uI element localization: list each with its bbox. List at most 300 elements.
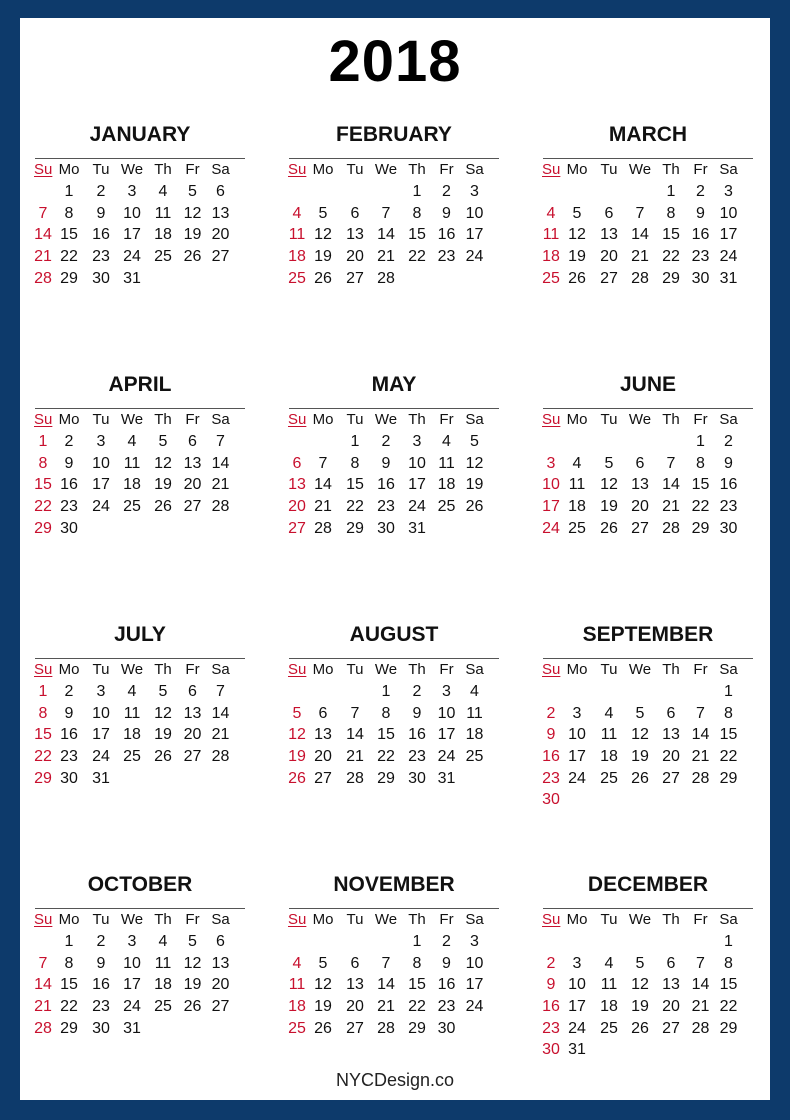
day-cell: 10 [123,954,141,972]
day-cell: 19 [631,748,649,766]
weekday-header: Mo [312,161,334,178]
weekday-header: Fr [693,411,708,428]
weekday-header: Th [154,411,172,428]
day-cell: 31 [568,1041,586,1059]
day-cell: 22 [662,248,680,266]
weekday-header: Mo [58,411,80,428]
day-cell: 10 [92,704,110,722]
day-cell: 24 [92,498,110,516]
day-cell: 28 [631,269,649,287]
day-cell: 23 [60,748,78,766]
empty-day-cell [594,431,624,453]
day-cell: 27 [631,519,649,537]
day-cell: 12 [631,976,649,994]
day-cell: 21 [691,748,710,766]
day-cell: 10 [92,454,110,472]
weekday-header: We [628,161,652,178]
day-cell: 21 [377,248,395,266]
day-cell: 26 [314,269,332,287]
day-cell: 8 [724,954,733,972]
weekday-header: Fr [439,661,454,678]
day-cell: 12 [154,454,172,472]
day-cell: 28 [211,498,230,516]
day-cell: 9 [96,954,106,972]
empty-day-cell [340,181,370,203]
day-cell: 2 [64,433,74,450]
day-cell: 18 [123,476,141,494]
day-cell: 14 [631,226,649,244]
day-cell: 4 [604,704,614,722]
day-cell: 16 [60,476,78,494]
weekday-header: Su [288,161,307,178]
day-cell: 14 [662,476,680,494]
day-cell: 29 [408,1019,426,1037]
day-cell: 8 [38,704,48,722]
day-cell: 23 [60,498,78,516]
month-day-grid [288,909,499,1039]
day-cell: 29 [346,519,364,537]
day-cell: 5 [635,954,645,972]
day-cell: 4 [546,204,556,222]
day-cell: 7 [635,204,645,222]
day-cell: 12 [465,454,484,472]
day-cell: 16 [542,748,560,766]
day-cell: 13 [211,204,230,222]
weekday-header: Th [662,161,680,178]
day-cell: 31 [437,769,456,787]
day-cell: 25 [123,748,141,766]
weekday-header: Sa [719,411,738,428]
day-cell: 2 [96,933,106,950]
day-cell: 11 [568,476,586,494]
day-cell: 1 [412,933,422,950]
empty-day-cell [288,181,306,203]
weekday-header: Th [408,911,426,928]
month-name: DECEMBER [587,873,709,896]
day-cell: 8 [64,954,74,972]
day-cell: 24 [719,248,738,266]
day-cell: 5 [635,704,645,722]
month-april [35,368,245,539]
day-cell: 13 [183,704,202,722]
day-cell: 2 [442,933,451,950]
day-cell: 21 [211,726,230,744]
day-cell: 14 [377,226,395,244]
weekday-header: Mo [58,911,80,928]
weekday-header: Su [288,661,307,678]
month-day-grid [288,659,499,789]
day-cell: 24 [92,748,110,766]
empty-day-cell [288,681,306,703]
day-cell: 21 [631,248,649,266]
day-cell: 13 [183,454,202,472]
day-cell: 25 [568,519,586,537]
day-cell: 22 [60,998,78,1016]
day-cell: 27 [600,269,618,287]
empty-day-cell [306,431,340,453]
day-cell: 10 [123,204,141,222]
day-cell: 17 [568,748,586,766]
weekday-header: Sa [719,661,738,678]
empty-day-cell [686,931,715,953]
day-cell: 9 [546,976,556,994]
day-cell: 11 [288,976,306,994]
day-cell: 18 [600,748,618,766]
day-cell: 1 [381,683,391,700]
day-cell: 18 [568,498,586,516]
month-march [543,118,753,289]
empty-day-cell [542,431,560,453]
day-cell: 2 [724,433,733,450]
day-cell: 30 [542,791,560,809]
day-cell: 28 [211,748,230,766]
day-cell: 16 [92,226,110,244]
day-cell: 6 [666,704,676,722]
weekday-header: Tu [600,411,618,428]
day-cell: 7 [696,954,705,972]
day-cell: 4 [604,954,614,972]
day-cell: 10 [568,976,586,994]
empty-day-cell [340,931,370,953]
day-cell: 13 [346,976,364,994]
day-cell: 28 [662,519,680,537]
day-cell: 13 [211,954,230,972]
day-cell: 28 [691,1019,710,1037]
day-cell: 30 [542,1041,560,1059]
day-cell: 7 [350,704,360,722]
day-cell: 26 [314,1019,332,1037]
day-cell: 9 [442,954,451,972]
day-cell: 30 [437,1019,456,1037]
month-november [289,868,499,1039]
day-cell: 1 [696,433,705,450]
weekday-header: Su [542,161,561,178]
day-cell: 6 [216,183,225,200]
day-cell: 3 [470,183,479,200]
day-cell: 24 [465,998,484,1016]
day-cell: 20 [346,998,364,1016]
day-cell: 28 [34,1019,52,1037]
day-cell: 3 [572,954,582,972]
weekday-header: Mo [566,911,588,928]
day-cell: 17 [123,226,141,244]
day-cell: 10 [568,726,586,744]
day-cell: 22 [346,498,364,516]
weekday-header: Th [408,661,426,678]
day-cell: 11 [542,226,560,244]
day-cell: 22 [408,998,426,1016]
empty-day-cell [288,931,306,953]
day-cell: 29 [719,769,738,787]
day-cell: 4 [470,683,479,700]
month-may [289,368,499,539]
month-day-grid [542,159,753,289]
day-cell: 14 [314,476,332,494]
day-cell: 4 [158,933,168,950]
day-cell: 22 [34,748,52,766]
day-cell: 18 [600,998,618,1016]
day-cell: 24 [123,998,141,1016]
day-cell: 9 [546,726,556,744]
day-cell: 20 [183,726,202,744]
weekday-header: Th [154,911,172,928]
day-cell: 21 [211,476,230,494]
day-cell: 25 [154,998,172,1016]
weekday-header: Mo [312,411,334,428]
empty-day-cell [594,681,624,703]
day-cell: 25 [288,269,306,287]
day-cell: 31 [92,769,110,787]
day-cell: 29 [377,769,395,787]
day-cell: 26 [154,748,172,766]
weekday-header: Tu [92,411,110,428]
day-cell: 11 [466,704,483,722]
day-cell: 31 [123,1019,141,1037]
weekday-header: Fr [439,411,454,428]
weekday-header: Th [662,661,680,678]
day-cell: 17 [123,976,141,994]
day-cell: 7 [318,454,328,472]
weekday-header: We [120,411,144,428]
day-cell: 7 [696,704,705,722]
day-cell: 16 [377,476,395,494]
day-cell: 12 [631,726,649,744]
weekday-header: Su [34,411,53,428]
day-cell: 22 [719,748,738,766]
day-cell: 2 [96,183,106,200]
weekday-header: We [628,661,652,678]
day-cell: 12 [314,226,332,244]
weekday-header: Tu [346,911,364,928]
day-cell: 17 [92,476,110,494]
day-cell: 30 [691,269,710,287]
month-day-grid [34,409,245,539]
day-cell: 30 [60,769,78,787]
day-cell: 7 [381,954,391,972]
day-cell: 21 [34,248,52,266]
day-cell: 1 [412,183,422,200]
day-cell: 28 [691,769,710,787]
day-cell: 14 [211,454,230,472]
day-cell: 7 [666,454,676,472]
weekday-header: Tu [346,661,364,678]
day-cell: 24 [568,1019,586,1037]
day-cell: 23 [408,748,426,766]
empty-day-cell [34,181,52,203]
day-cell: 29 [60,269,78,287]
month-name: JANUARY [89,123,191,146]
weekday-header: Th [408,161,426,178]
day-cell: 12 [288,726,306,744]
month-august [289,618,499,789]
day-cell: 29 [719,1019,738,1037]
day-cell: 9 [64,454,74,472]
month-name: NOVEMBER [333,873,455,896]
day-cell: 11 [123,454,141,472]
day-cell: 30 [408,769,426,787]
day-cell: 6 [188,433,197,450]
day-cell: 27 [662,769,680,787]
day-cell: 7 [216,433,225,450]
day-cell: 23 [377,498,395,516]
day-cell: 29 [34,769,52,787]
empty-day-cell [370,931,402,953]
day-cell: 2 [442,183,451,200]
weekday-header: We [120,161,144,178]
day-cell: 11 [123,704,141,722]
day-cell: 13 [662,726,680,744]
day-cell: 19 [314,248,332,266]
day-cell: 2 [412,683,422,700]
weekday-header: Sa [719,911,738,928]
empty-day-cell [306,181,340,203]
day-cell: 13 [631,476,649,494]
day-cell: 6 [350,954,360,972]
day-cell: 16 [60,726,78,744]
day-cell: 25 [123,498,141,516]
day-cell: 24 [542,519,560,537]
day-cell: 8 [724,704,733,722]
day-cell: 23 [437,998,456,1016]
day-cell: 17 [437,726,456,744]
day-cell: 15 [408,226,426,244]
calendar-page [20,18,770,1100]
day-cell: 19 [465,476,484,494]
day-cell: 1 [724,683,733,700]
empty-day-cell [542,681,560,703]
empty-day-cell [656,681,686,703]
day-cell: 2 [546,954,556,972]
day-cell: 26 [183,998,202,1016]
day-cell: 31 [123,269,141,287]
day-cell: 6 [216,933,225,950]
weekday-header: Fr [693,661,708,678]
weekday-header: Tu [92,661,110,678]
day-cell: 23 [542,769,560,787]
day-cell: 4 [292,954,302,972]
weekday-header: Tu [346,161,364,178]
day-cell: 24 [123,248,141,266]
day-cell: 18 [154,976,172,994]
day-cell: 21 [377,998,395,1016]
month-name: MARCH [608,123,688,146]
month-day-grid [542,909,753,1061]
weekday-header: Fr [185,911,200,928]
empty-day-cell [306,681,340,703]
day-cell: 22 [34,498,52,516]
day-cell: 20 [211,976,230,994]
day-cell: 23 [437,248,456,266]
day-cell: 20 [314,748,332,766]
day-cell: 11 [154,954,172,972]
day-cell: 19 [600,498,618,516]
day-cell: 12 [154,704,172,722]
weekday-header: Su [34,911,53,928]
empty-day-cell [34,931,52,953]
weekday-header: Tu [600,161,618,178]
day-cell: 22 [60,248,78,266]
weekday-header: Mo [312,661,334,678]
day-cell: 20 [600,248,618,266]
weekday-header: Tu [600,661,618,678]
day-cell: 26 [631,1019,649,1037]
empty-day-cell [288,431,306,453]
day-cell: 16 [408,726,426,744]
day-cell: 6 [188,683,197,700]
day-cell: 25 [465,748,484,766]
day-cell: 27 [314,769,332,787]
weekday-header: Sa [465,411,484,428]
month-day-grid [34,159,245,289]
empty-day-cell [624,931,656,953]
day-cell: 29 [60,1019,78,1037]
day-cell: 27 [183,498,202,516]
day-cell: 9 [96,204,106,222]
month-name: OCTOBER [87,873,193,896]
day-cell: 4 [158,183,168,200]
month-name: FEBRUARY [336,123,452,146]
empty-day-cell [542,181,560,203]
weekday-header: Tu [600,911,618,928]
weekday-header: Mo [312,911,334,928]
day-cell: 8 [381,704,391,722]
day-cell: 14 [691,976,710,994]
weekday-header: We [374,661,398,678]
day-cell: 27 [183,748,202,766]
day-cell: 11 [154,204,172,222]
day-cell: 15 [662,226,680,244]
empty-day-cell [594,181,624,203]
empty-day-cell [560,181,594,203]
weekday-header: Mo [58,661,80,678]
day-cell: 8 [38,454,48,472]
day-cell: 25 [600,1019,618,1037]
day-cell: 15 [719,726,738,744]
weekday-header: Sa [465,161,484,178]
day-cell: 15 [346,476,364,494]
day-cell: 12 [183,954,202,972]
day-cell: 22 [719,998,738,1016]
day-cell: 5 [188,933,197,950]
month-name: SEPTEMBER [582,623,714,646]
day-cell: 3 [96,683,106,700]
day-cell: 22 [408,248,426,266]
day-cell: 28 [34,269,52,287]
day-cell: 21 [662,498,680,516]
day-cell: 8 [696,454,705,472]
weekday-header: Th [154,661,172,678]
empty-day-cell [624,681,656,703]
day-cell: 19 [183,976,202,994]
day-cell: 5 [572,204,582,222]
day-cell: 9 [412,704,422,722]
empty-day-cell [340,681,370,703]
day-cell: 3 [470,933,479,950]
weekday-header: Mo [566,161,588,178]
weekday-header: Sa [211,161,230,178]
month-name: JULY [114,623,166,646]
weekday-header: Su [288,911,307,928]
day-cell: 7 [38,204,48,222]
day-cell: 5 [470,433,479,450]
day-cell: 26 [465,498,484,516]
day-cell: 15 [60,976,78,994]
empty-day-cell [594,931,624,953]
day-cell: 13 [662,976,680,994]
day-cell: 27 [288,519,306,537]
day-cell: 6 [666,954,676,972]
day-cell: 15 [719,976,738,994]
